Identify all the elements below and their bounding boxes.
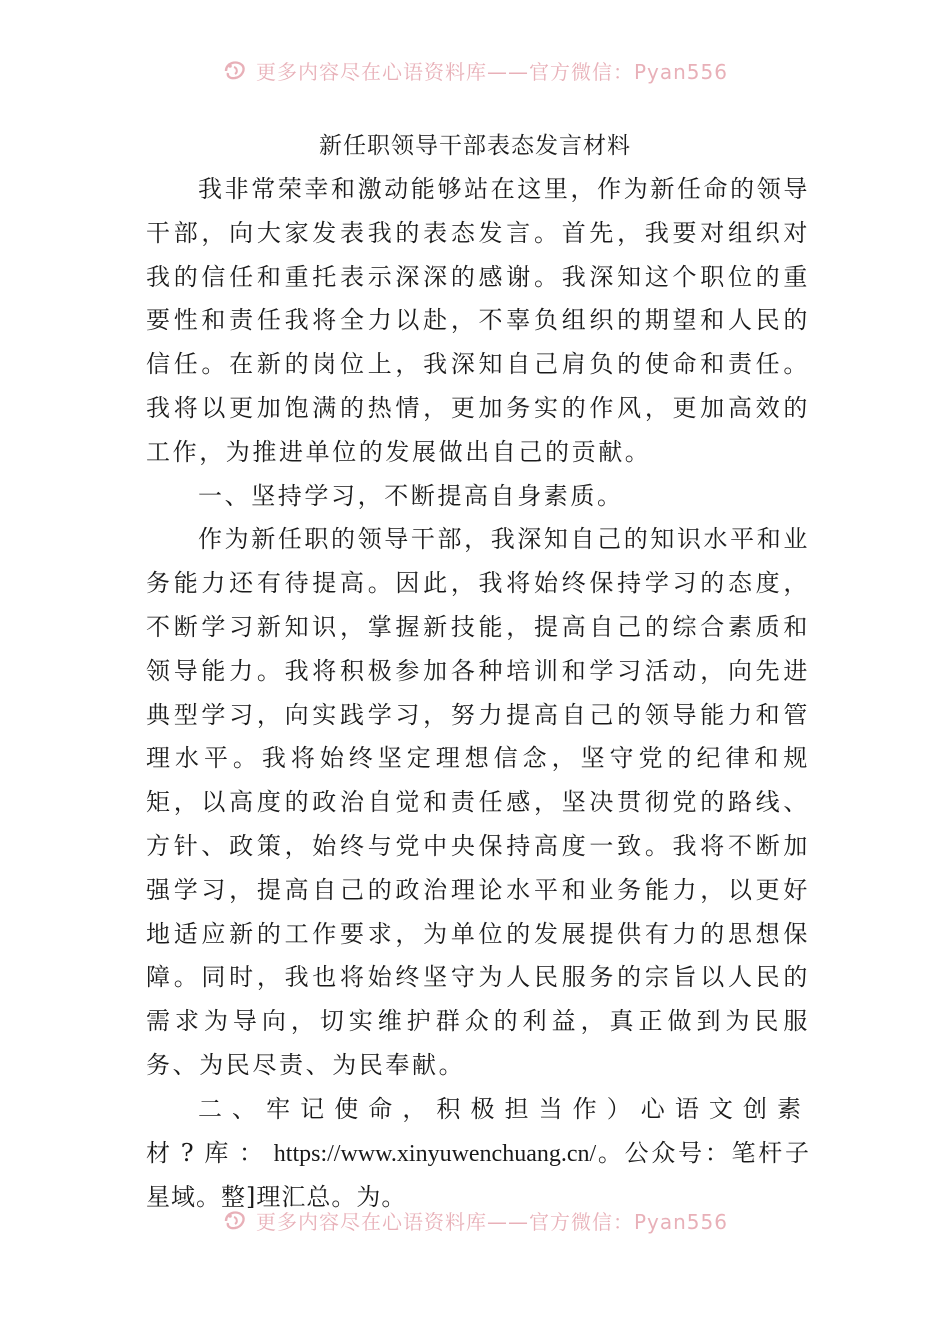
watermark-text: 更多内容尽在心语资料库——官方微信：Pyan556 — [255, 1209, 728, 1234]
section-heading-2-tail: 。公众号：笔杆子星域。整]理汇总。为。 — [146, 1138, 810, 1212]
section-heading-1: 一、坚持学习，不断提高自身素质。 — [198, 481, 624, 510]
watermark-logo-icon — [222, 1207, 248, 1233]
source-url: https://www.xinyuwenchuang.cn/ — [273, 1140, 597, 1167]
document-body — [146, 168, 810, 1220]
paragraph-section-1: 作为新任职的领导干部，我深知自己的知识水平和业务能力还有待提高。因此，我将始终保持学习的态度，不断学习新知识，掌握新技能，提高自己的综合素质和领导能力。我将积极参加各种培训和学习活动，向先进典型学习，向实践学习，努力提高自己的领导能力和管理水平。我将始终坚定理想信念，坚守党的纪律和规矩，以高度的政治自觉和责任感，坚决贯彻党的路线、方针、政策，始终与党中央保持高度一致。我将不断加强学习，提高自己的政治理论水平和业务能力，以更好地适应新的工作要求，为单位的发展提供有力的思想保障。同时，我也将始终坚守为人民服务的宗旨以人民的需求为导向，切实维护群众的利益，真正做到为民服务、为民尽责、为民奉献。 — [146, 525, 810, 1079]
footer-watermark — [0, 1200, 950, 1240]
watermark-logo-icon — [222, 57, 248, 83]
header-watermark — [0, 50, 950, 90]
document-title: 新任职领导干部表态发言材料 — [319, 133, 631, 159]
section-heading-2-lead: 二、牢记使命，积极担当作）心语文创素材?库： — [146, 1094, 810, 1167]
paragraph-intro: 我非常荣幸和激动能够站在这里，作为新任命的领导干部，向大家发表我的表态发言。首先，我要对组织对我的信任和重托表示深深的感谢。我深知这个职位的重要性和责任我将全力以赴，不辜负组织的期望和人民的信任。在新的岗位上，我深知自己肩负的使命和责任。我将以更加饱满的热情，更加务实的作风，更加高效的工作，为推进单位的发展做出自己的贡献。 — [146, 175, 810, 466]
watermark-text: 更多内容尽在心语资料库——官方微信：Pyan556 — [255, 59, 728, 84]
